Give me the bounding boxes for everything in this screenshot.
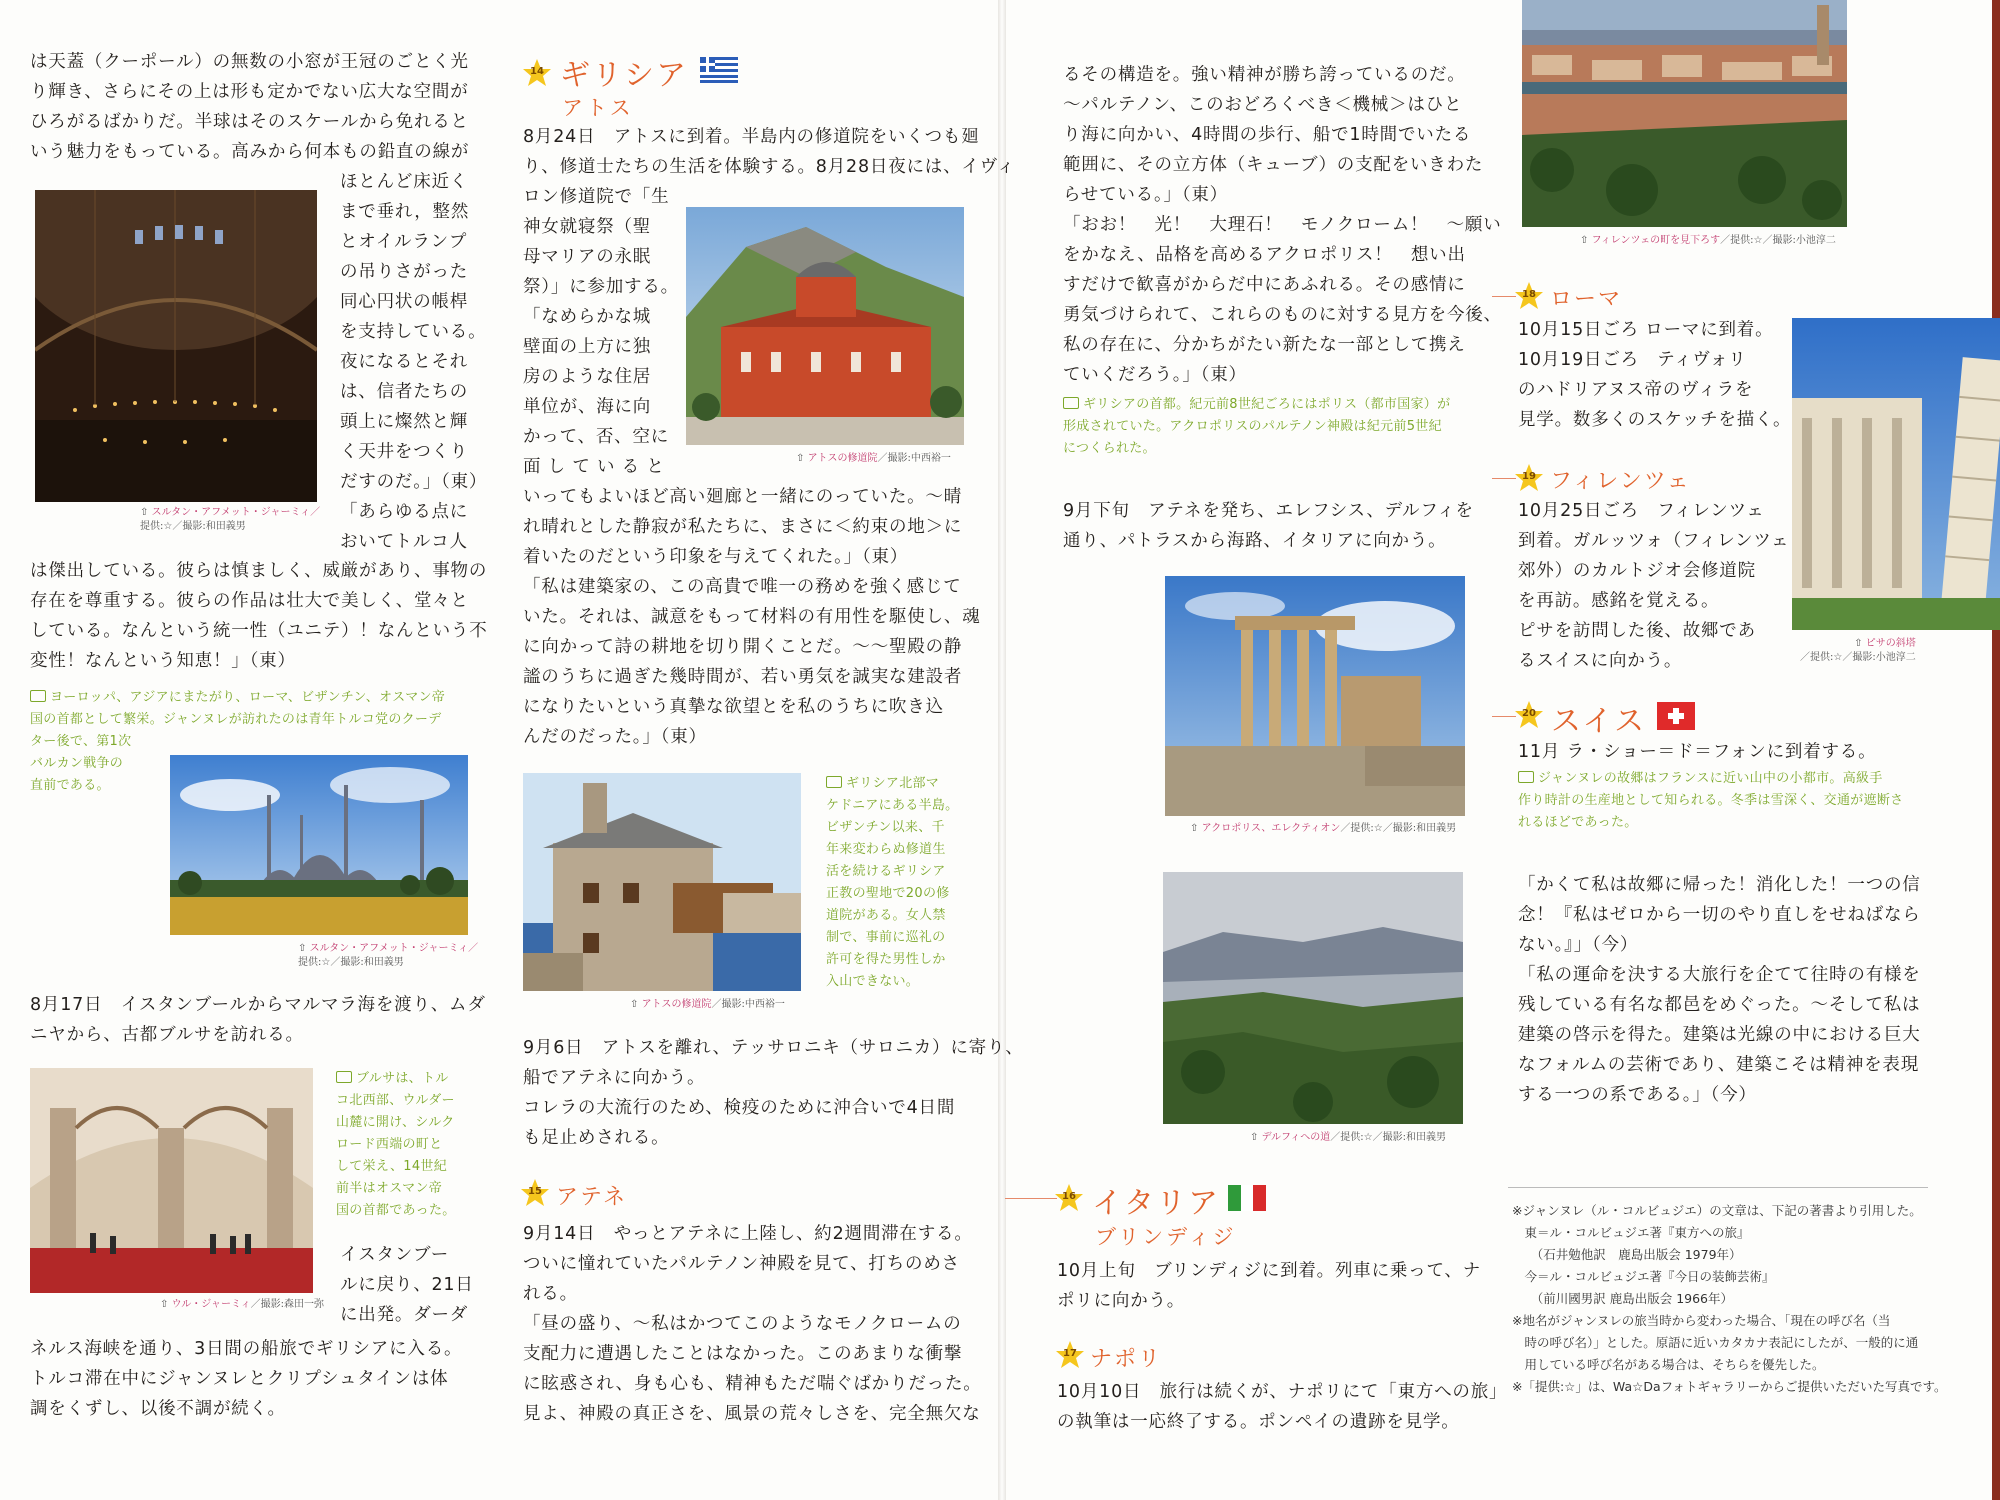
body-text-line: 「昼の盛り、～私はかつてこのようなモノクロームの — [523, 1314, 962, 1334]
caption-sultan-ahmet-2: ⇧ スルタン・アフメット・ジャーミィ／ 提供:☆／撮影:和田義男 — [298, 943, 479, 968]
section-title-napoli: ナポリ — [1090, 1347, 1163, 1372]
section-number-18: 18 — [1514, 281, 1544, 311]
body-text-line: おいてトルコ人 — [340, 532, 468, 552]
body-text-line: 「おお！ 光！ 大理石！ モノクローム！ ～願い — [1063, 215, 1502, 235]
note-istanbul-line: ター後で、第1次 — [30, 734, 132, 749]
body-text-line: の吊りさがった — [340, 262, 469, 282]
body-text-line: ついに憧れていたパルテノン神殿を見て、打ちのめさ — [523, 1254, 960, 1274]
body-text-line: 郊外）のカルトジオ会修道院 — [1518, 561, 1756, 581]
body-text-line: 見学。数多くのスケッチを描く。 — [1518, 410, 1792, 430]
caption-athos-1: ⇧ アトスの修道院／撮影:中西裕一 — [796, 453, 951, 464]
body-text-line: 変性！なんという知恵！」（東） — [30, 651, 296, 671]
caption-sultan-ahmet-1: ⇧ スルタン・アフメット・ジャーミィ／ 提供:☆／撮影:和田義男 — [140, 507, 321, 532]
footnote-line: 用している呼び名がある場合は、そちらを優先した。 — [1512, 1357, 1825, 1372]
body-text-line: ポリに向かう。 — [1057, 1291, 1186, 1311]
quote-text-line: 「私の運命を決する大旅行を企てて往時の有様を — [1518, 965, 1921, 985]
note-pencil-icon — [1063, 397, 1079, 409]
note-bursa-line: ロード西端の町と — [336, 1137, 443, 1152]
section-subtitle-athos: アトス — [562, 96, 634, 120]
photo-pisa-tower — [1792, 318, 2000, 630]
body-text-line: になりたいという真摯な欲望とを私のうちに吹き込 — [523, 697, 944, 717]
body-text-line: ロン修道院で「生 — [523, 187, 670, 207]
body-text-line: 母マリアの永眠 — [523, 247, 652, 267]
body-text-line: 着いたのだという印象を与えてくれた。」（東） — [523, 547, 909, 567]
section-number-14: 14 — [522, 58, 552, 88]
body-text-line: 「私は建築家の、この高貴で唯一の務めを強く感じて — [523, 577, 962, 597]
note-swiss-line-text: ジャンヌレの故郷はフランスに近い山中の小都市。高級手 — [1538, 771, 1883, 786]
note-athos-line: ビザンチン以来、千 — [826, 820, 945, 835]
body-text-line: 10月25日ごろ フィレンツェ — [1518, 501, 1765, 521]
body-text-line: 9月14日 やっとアテネに上陸し、約2週間滞在する。 — [523, 1224, 973, 1244]
body-text-line: は天蓋（クーポール）の無数の小窓が王冠のごとく光 — [30, 52, 469, 72]
note-istanbul-line: 国の首都として繁栄。ジャンヌレが訪れたのは青年トルコ党のクーデ — [30, 712, 442, 727]
body-text-line: かって、否、空に — [523, 427, 670, 447]
body-text-line: 支配力に遭遇したことはなかった。このあまりな衝撃 — [523, 1344, 963, 1364]
note-athos-line — [826, 773, 939, 795]
note-pencil-icon — [1518, 771, 1534, 783]
body-text-line: ていくだろう。」（東） — [1063, 365, 1247, 385]
quote-text-line: 建築の啓示を得た。建築は光線の中における巨大 — [1518, 1025, 1921, 1045]
body-text-line: 勇気づけられて、これらのものに対する見方を今後、 — [1063, 305, 1502, 325]
body-text-line: も足止めされる。 — [523, 1128, 670, 1148]
body-text-line: 単位が、海に向 — [523, 397, 652, 417]
body-text-line: るその構造を。強い精神が勝ち誇っているのだ。 — [1063, 65, 1466, 85]
footnote-line: 東＝ル・コルビュジエ著『東方への旅』 — [1512, 1225, 1750, 1240]
note-pencil-icon — [336, 1071, 352, 1083]
note-athos-line: 道院がある。女人禁 — [826, 908, 946, 923]
body-text-line: 10月上旬 ブリンディジに到着。列車に乗って、ナ — [1057, 1261, 1482, 1281]
body-text-line: 到着。ガルッツォ（フィレンツェ — [1518, 531, 1790, 551]
body-text-line: を支持している。 — [340, 322, 487, 342]
section-title-roma: ローマ — [1550, 287, 1623, 312]
section-number-19: 19 — [1514, 463, 1544, 493]
quote-text-line: 「かくて私は故郷に帰った！消化した！一つの信 — [1518, 875, 1921, 895]
note-athos-line: 正教の聖地で20の修 — [826, 886, 950, 901]
note-bursa-line: 前半はオスマン帝 — [336, 1181, 443, 1196]
note-istanbul-line: バルカン戦争の — [30, 756, 124, 771]
body-text-line: 房のような住居 — [523, 367, 652, 387]
body-text-line: に出発。ダーダ — [340, 1305, 469, 1325]
photo-acropolis-erechtheion — [1165, 576, 1465, 816]
body-text-line: の執筆は一応終了する。ポンペイの遺跡を見学。 — [1057, 1412, 1460, 1432]
body-text-line: まで垂れ，整然 — [340, 202, 470, 222]
body-text-line: 9月6日 アトスを離れ、テッサロニキ（サロニカ）に寄り、 — [523, 1038, 1024, 1058]
note-swiss-line: 作り時計の生産地として知られる。冬季は雪深く、交通が遮断さ — [1518, 793, 1904, 808]
photo-sultan-ahmet-exterior — [170, 755, 468, 935]
body-text-line: とオイルランプ — [340, 232, 468, 252]
photo-ulu-camii — [30, 1068, 313, 1293]
caption-ulu-camii: ⇧ ウル・ジャーミィ／撮影:森田一弥 — [160, 1299, 325, 1310]
body-text-line: んだのだった。」（東） — [523, 727, 707, 747]
photo-athos-monastery-stone — [523, 773, 801, 991]
quote-text-line: なフォルムの芸術であり、建築こそは精神を表現 — [1518, 1055, 1920, 1075]
caption-delphi: ⇧ デルフィへの道／提供:☆／撮影:和田義男 — [1250, 1132, 1446, 1143]
section-number-17: 17 — [1055, 1340, 1085, 1370]
swiss-flag-icon — [1657, 702, 1695, 730]
body-text-line: れる。 — [523, 1284, 578, 1304]
note-pencil-icon — [826, 776, 842, 788]
caption-acropolis: ⇧ アクロポリス、エレクティオン／提供:☆／撮影:和田義男 — [1190, 823, 1457, 834]
footnote-line: 時の呼び名）」とした。原語に近いカタカナ表記にしたが、一般的に通 — [1512, 1335, 1919, 1350]
body-text-line: 神女就寝祭（聖 — [523, 217, 652, 237]
body-text-line: は傑出している。彼らは慎ましく、威厳があり、事物の — [30, 561, 488, 581]
body-text-line: すだけで歓喜がからだ中にあふれる。その感情に — [1063, 275, 1466, 295]
divider-swiss — [1492, 716, 1516, 717]
body-text-line: 調をくずし、以後不調が続く。 — [30, 1399, 286, 1419]
body-text-line: トルコ滞在中にジャンヌレとクリプシュタインは体 — [30, 1369, 449, 1389]
page-edge — [1992, 0, 2000, 1500]
body-text-line: をかなえ、品格を高めるアクロポリス！ 想い出 — [1063, 245, 1466, 265]
note-athens-line: 形成されていた。アクロポリスのパルテノン神殿は紀元前5世紀 — [1063, 419, 1442, 434]
note-athens-line — [1063, 394, 1450, 416]
body-text-line: ネルス海峡を通り、3日間の船旅でギリシアに入る。 — [30, 1339, 463, 1359]
body-text-line: 範囲に、その立方体（キューブ）の支配をいきわた — [1063, 155, 1484, 175]
footnote-line: （前川國男訳 鹿島出版会 1966年） — [1512, 1291, 1734, 1306]
body-text-line: だすのだ。」（東） — [340, 472, 488, 492]
caption-pisa: ⇧ ピサの斜塔 ／提供:☆／撮影:小池淳二 — [1800, 638, 1916, 663]
divider-notes — [1508, 1187, 1928, 1188]
body-text-line: 祭）」に参加する。 — [523, 277, 679, 297]
body-text-line: 「あらゆる点に — [340, 502, 469, 522]
body-text-line: 謐のうちに過ぎた幾時間が、若い勇気を誠実な建設者 — [523, 667, 963, 687]
body-text-line: 9月下旬 アテネを発ち、エレフシス、デルフィを — [1063, 501, 1474, 521]
note-istanbul-line-text: ヨーロッパ、アジアにまたがり、ローマ、ビザンチン、オスマン帝 — [50, 690, 446, 705]
footnote-line: ※「提供:☆」は、Wa☆Daフォトギャラリーからご提供いただいた写真です。 — [1512, 1379, 1947, 1394]
body-text-line: り、修道士たちの生活を体験する。8月28日夜には、イヴィ — [523, 157, 1016, 177]
page-fold — [998, 0, 1006, 1500]
section-title-swiss: スイス — [1551, 704, 1647, 739]
body-text-line: 存在を尊重する。彼らの作品は壮大で美しく、堂々と — [30, 591, 469, 611]
divider-roma — [1492, 296, 1516, 297]
body-text-line: に向かって詩の耕地を切り開くことだ。～～聖殿の静 — [523, 637, 963, 657]
body-text-line: れ晴れとした静寂が私たちに、まさに＜約束の地＞に — [523, 517, 963, 537]
body-text-line: り海に向かい、4時間の歩行、船で1時間でいたる — [1063, 125, 1472, 145]
quote-text-line: する一つの系である。」（今） — [1518, 1085, 1757, 1105]
body-text-line: ほとんど床近く — [340, 172, 469, 192]
body-text-line: 私の存在に、分かちがたい新たな一部として携え — [1063, 335, 1466, 355]
caption-florence: ⇧ フィレンツェの町を見下ろす／提供:☆／撮影:小池淳二 — [1580, 235, 1836, 246]
divider-firenze — [1492, 478, 1516, 479]
body-text-line: るスイスに向かう。 — [1518, 651, 1683, 671]
body-text-line: いた。それは、誠意をもって材料の有用性を駆使し、魂 — [523, 607, 981, 627]
note-istanbul-line: 直前である。 — [30, 778, 110, 793]
note-athos-line-text: ギリシア北部マ — [846, 776, 940, 791]
note-athos-line: 年来変わらぬ修道生 — [826, 842, 946, 857]
caption-athos-2: ⇧ アトスの修道院／撮影:中西裕一 — [630, 999, 785, 1010]
photo-sultan-ahmet-interior — [35, 190, 317, 502]
body-text-line: 「なめらかな城 — [523, 307, 652, 327]
body-text-line: り輝き、さらにその上は形も定かでない広大な空間が — [30, 82, 469, 102]
footnote-line: ※地名がジャンヌレの旅当時から変わった場合、「現在の呼び名（当 — [1512, 1313, 1891, 1328]
body-text-line: 8月24日 アトスに到着。半島内の修道院をいくつも廻 — [523, 127, 980, 147]
quote-text-line: 残している有名な都邑をめぐった。～そして私は — [1518, 995, 1921, 1015]
section-number-15: 15 — [520, 1178, 550, 1208]
body-text-line: コレラの大流行のため、検疫のために沖合いで4日間 — [523, 1098, 956, 1118]
note-bursa-line: コ北西部、ウルダー — [336, 1093, 455, 1108]
body-text-line: イスタンブー — [340, 1245, 450, 1265]
note-athos-line: 許可を得た男性しか — [826, 952, 946, 967]
footnote-line: ※ジャンヌレ（ル・コルビュジエ）の文章は、下記の著書より引用した。 — [1512, 1203, 1922, 1218]
body-text-line: いう魅力をもっている。高みから何本もの鉛直の線が — [30, 142, 470, 162]
body-text-line: いってもよいほど高い廻廊と一緒にのっていた。～晴 — [523, 487, 963, 507]
greece-flag-icon — [700, 57, 738, 83]
body-text-line: く天井をつくり — [340, 442, 469, 462]
body-text-line: 壁面の上方に独 — [523, 337, 652, 357]
note-bursa-line: 国の首都であった。 — [336, 1203, 456, 1218]
note-istanbul-line — [30, 687, 445, 709]
photo-florence-view — [1522, 0, 1847, 227]
body-text-line: 同心円状の帳桿 — [340, 292, 469, 312]
quote-text-line: 念！『私はゼロから一切のやり直しをせねばなら — [1518, 905, 1921, 925]
note-bursa-line: して栄え、14世紀 — [336, 1159, 448, 1174]
quote-text-line: ない。』」（今） — [1518, 935, 1639, 955]
note-athens-line: につくられた。 — [1063, 441, 1156, 456]
body-text-line: 面 し て い る と — [523, 457, 665, 477]
note-swiss-line: れるほどであった。 — [1518, 815, 1638, 830]
body-text-line: らせている。」（東） — [1063, 185, 1228, 205]
body-text-line: 通り、パトラスから海路、イタリアに向かう。 — [1063, 531, 1447, 551]
note-bursa-line — [336, 1068, 449, 1090]
note-bursa-line-text: ブルサは、トル — [356, 1071, 449, 1086]
footnote-line: 今＝ル・コルビュジエ著『今日の装飾芸術』 — [1512, 1269, 1775, 1284]
divider-italy — [1005, 1198, 1057, 1199]
body-text-line: ～パルテノン、このおどろくべき＜機械＞はひと — [1063, 95, 1463, 115]
body-text-line: 頭上に燦然と輝 — [340, 412, 469, 432]
note-athens-line-text: ギリシアの首都。紀元前8世紀ごろにはポリス（都市国家）が — [1083, 397, 1451, 412]
note-swiss-line — [1518, 768, 1883, 790]
section-title-italy: イタリア — [1092, 1186, 1220, 1221]
body-text-line: 夜になるとそれ — [340, 352, 469, 372]
body-text-line: を再訪。感銘を覚える。 — [1518, 591, 1720, 611]
note-athos-line: ケドニアにある半島。 — [826, 798, 959, 813]
body-text-line: 見よ、神殿の真正さを、風景の荒々しさを、完全無欠な — [523, 1404, 981, 1424]
footnote-line: （石井勉他訳 鹿島出版会 1979年） — [1512, 1247, 1742, 1262]
body-text-line: 10月19日ごろ ティヴォリ — [1518, 350, 1747, 370]
body-text-line: のハドリアヌス帝のヴィラを — [1518, 380, 1754, 400]
body-text-line: 11月 ラ・ショー＝ド＝フォンに到着する。 — [1518, 742, 1877, 762]
body-text-line: 8月17日 イスタンブールからマルマラ海を渡り、ムダ — [30, 995, 486, 1015]
section-number-16: 16 — [1054, 1183, 1084, 1213]
section-title-greece: ギリシア — [560, 58, 688, 93]
body-text-line: ニヤから、古都ブルサを訪れる。 — [30, 1025, 304, 1045]
section-subtitle-brindisi: ブリンディジ — [1095, 1225, 1237, 1249]
note-athos-line: 活を続けるギリシア — [826, 864, 946, 879]
body-text-line: ルに戻り、21日 — [340, 1275, 474, 1295]
body-text-line: ひろがるばかりだ。半球はそのスケールから免れると — [30, 112, 469, 132]
photo-road-to-delphi — [1163, 872, 1463, 1124]
section-number-20: 20 — [1514, 700, 1544, 730]
note-athos-line: 入山できない。 — [826, 974, 920, 989]
body-text-line: 船でアテネに向かう。 — [523, 1068, 706, 1088]
section-title-athens: アテネ — [556, 1185, 628, 1210]
photo-athos-monastery-red — [686, 207, 964, 445]
body-text-line: している。なんという統一性（ユニテ）！なんという不 — [30, 621, 488, 641]
note-pencil-icon — [30, 690, 46, 702]
body-text-line: は、信者たちの — [340, 382, 469, 402]
body-text-line: に眩惑され、身も心も、精神もただ喘ぐばかりだった。 — [523, 1374, 982, 1394]
note-athos-line: 制で、事前に巡礼の — [826, 930, 946, 945]
section-title-firenze: フィレンツェ — [1550, 469, 1691, 494]
body-text-line: 10月10日 旅行は続くが、ナポリにて「東方への旅」 — [1057, 1382, 1508, 1402]
body-text-line: 10月15日ごろ ローマに到着。 — [1518, 320, 1774, 340]
italy-flag-icon — [1228, 1185, 1266, 1211]
body-text-line: ピサを訪問した後、故郷であ — [1518, 621, 1756, 641]
note-bursa-line: 山麓に開け、シルク — [336, 1115, 455, 1130]
